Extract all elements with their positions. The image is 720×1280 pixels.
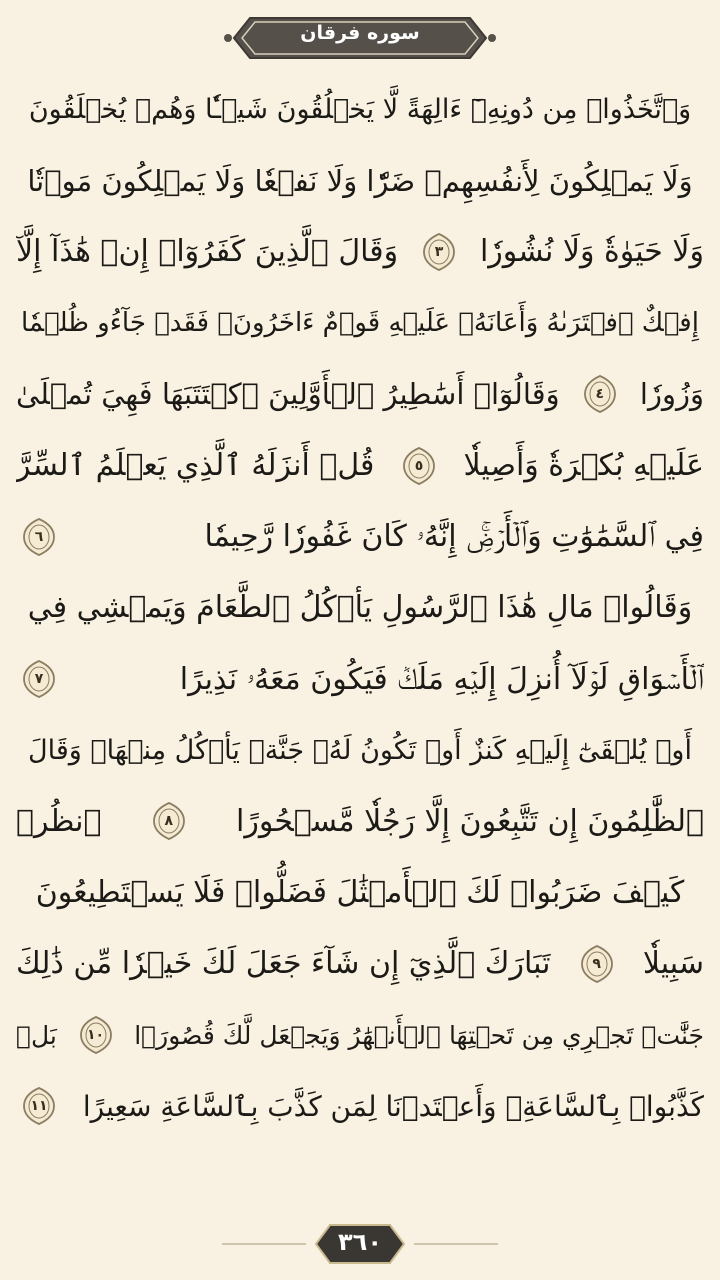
page-footer — [0, 1222, 720, 1266]
ayah-number: ٦ — [34, 528, 44, 545]
ayah-number: ٥ — [414, 457, 424, 474]
verse-text: كَيۡفَ ضَرَبُوا۟ لَكَ ٱلۡأَمۡثَٰلَ فَضَلُّوا۟ فَلَا يَسۡتَطِيعُونَ — [35, 875, 685, 911]
ayah-number: ٤ — [595, 386, 605, 403]
verse-text: وَزُورٗا — [639, 377, 704, 412]
ayah-marker — [22, 1086, 56, 1126]
verse-text: فِي ٱلسَّمَٰوَٰتِ وَٱلۡأَرۡضِۚ إِنَّهُۥ كَانَ غَفُورٗا رَّحِيمٗا — [204, 519, 704, 555]
text-line — [16, 359, 704, 430]
ayah-number: ٩ — [592, 955, 601, 972]
verse-text: عَلَيۡهِ بُكۡرَةٗ وَأَصِيلٗا — [463, 448, 704, 484]
text-line — [16, 999, 704, 1070]
verse-text: قُلۡ أَنزَلَهُ ٱلَّذِي يَعۡلَمُ ٱلسِّرَّ — [16, 448, 375, 484]
text-line — [16, 288, 704, 359]
text-line — [16, 216, 704, 287]
verse-text: ٱنظُرۡ — [16, 803, 102, 839]
text-line — [16, 572, 704, 643]
text-line — [16, 430, 704, 501]
verse-text: وَقَالُوٓا۟ أَسَٰطِيرُ ٱلۡأَوَّلِينَ ٱكۡتَتَبَهَا فَهِيَ تُمۡلَىٰ — [16, 377, 560, 412]
ayah-marker — [422, 232, 456, 272]
surah-title: سوره فرقان — [300, 22, 420, 44]
text-line — [16, 74, 704, 145]
text-line — [16, 786, 704, 857]
verse-text: ٱلظَّٰلِمُونَ إِن تَتَّبِعُونَ إِلَّا رَجُلٗا مَّسۡحُورًا — [236, 803, 704, 839]
ayah-number: ١٠ — [87, 1027, 105, 1044]
verse-text: وَٱتَّخَذُوا۟ مِن دُونِهِۦٓ ءَالِهَةً لَّا يَخۡلُقُونَ شَيۡـٔٗا وَهُمۡ يُخۡلَقُونَ — [28, 94, 692, 126]
page-number: ٣٦٠ — [338, 1228, 382, 1256]
ayah-marker — [580, 944, 614, 984]
verse-text: جَنَّٰتٖ تَجۡرِي مِن تَحۡتِهَا ٱلۡأَنۡهَٰرُ وَيَجۡعَل لَّكَ قُصُورَۢا — [134, 1020, 704, 1050]
verse-text: وَلَا حَيَوٰةٗ وَلَا نُشُورٗا — [479, 234, 704, 270]
ayah-number: ٨ — [164, 813, 174, 830]
verse-text: وَلَا يَمۡلِكُونَ لِأَنفُسِهِمۡ ضَرّٗا وَلَا نَفۡعٗا وَلَا يَمۡلِكُونَ مَوۡتٗا — [27, 163, 693, 198]
verse-text: سَبِيلٗا — [642, 946, 704, 982]
page-number-badge — [310, 1222, 410, 1266]
text-line — [16, 145, 704, 216]
verse-text: كَذَّبُوا۟ بِٱلسَّاعَةِۖ وَأَعۡتَدۡنَا لِمَن كَذَّبَ بِٱلسَّاعَةِ سَعِيرًا — [82, 1089, 704, 1123]
verse-text: بَلۡ — [16, 1020, 57, 1050]
verse-text: وَقَالُوا۟ مَالِ هَٰذَا ٱلرَّسُولِ يَأۡكُلُ ٱلطَّعَامَ وَيَمۡشِي فِي — [27, 590, 693, 626]
ayah-marker — [583, 374, 617, 414]
ayah-number: ٧ — [34, 671, 44, 688]
ayah-number: ٣ — [434, 243, 444, 260]
ayah-marker — [22, 517, 56, 557]
ayah-marker — [152, 801, 186, 841]
surah-header-banner — [220, 14, 500, 62]
verse-text: وَقَالَ ٱلَّذِينَ كَفَرُوٓا۟ إِنۡ هَٰذَآ إِلَّآ — [16, 234, 399, 270]
ayah-marker — [79, 1015, 113, 1055]
text-line — [16, 1071, 704, 1142]
text-line — [16, 857, 704, 928]
verse-text: تَبَارَكَ ٱلَّذِيٓ إِن شَآءَ جَعَلَ لَكَ خَيۡرٗا مِّن ذَٰلِكَ — [16, 946, 551, 982]
text-line — [16, 501, 704, 572]
ayah-marker — [402, 446, 436, 486]
footer-rule-left — [222, 1243, 306, 1245]
text-line — [16, 928, 704, 999]
footer-rule-right — [414, 1243, 498, 1245]
ayah-marker — [22, 659, 56, 699]
verse-text: إِفۡكٌ ٱفۡتَرَىٰهُ وَأَعَانَهُۥ عَلَيۡهِ قَوۡمٌ ءَاخَرُونَۖ فَقَدۡ جَآءُو ظُلۡمٗا — [21, 308, 699, 339]
text-line — [16, 715, 704, 786]
text-line — [16, 644, 704, 715]
quran-text-body — [16, 74, 704, 1214]
verse-text: ٱلۡأَسۡوَاقِ لَوۡلَآ أُنزِلَ إِلَيۡهِ مَلَكٞ فَيَكُونَ مَعَهُۥ نَذِيرًا — [179, 661, 704, 697]
ayah-number: ١١ — [30, 1098, 48, 1115]
verse-text: أَوۡ يُلۡقَىٰٓ إِلَيۡهِ كَنزٌ أَوۡ تَكُونُ لَهُۥ جَنَّةٞ يَأۡكُلُ مِنۡهَاۚ وَقَالَ — [28, 734, 692, 766]
